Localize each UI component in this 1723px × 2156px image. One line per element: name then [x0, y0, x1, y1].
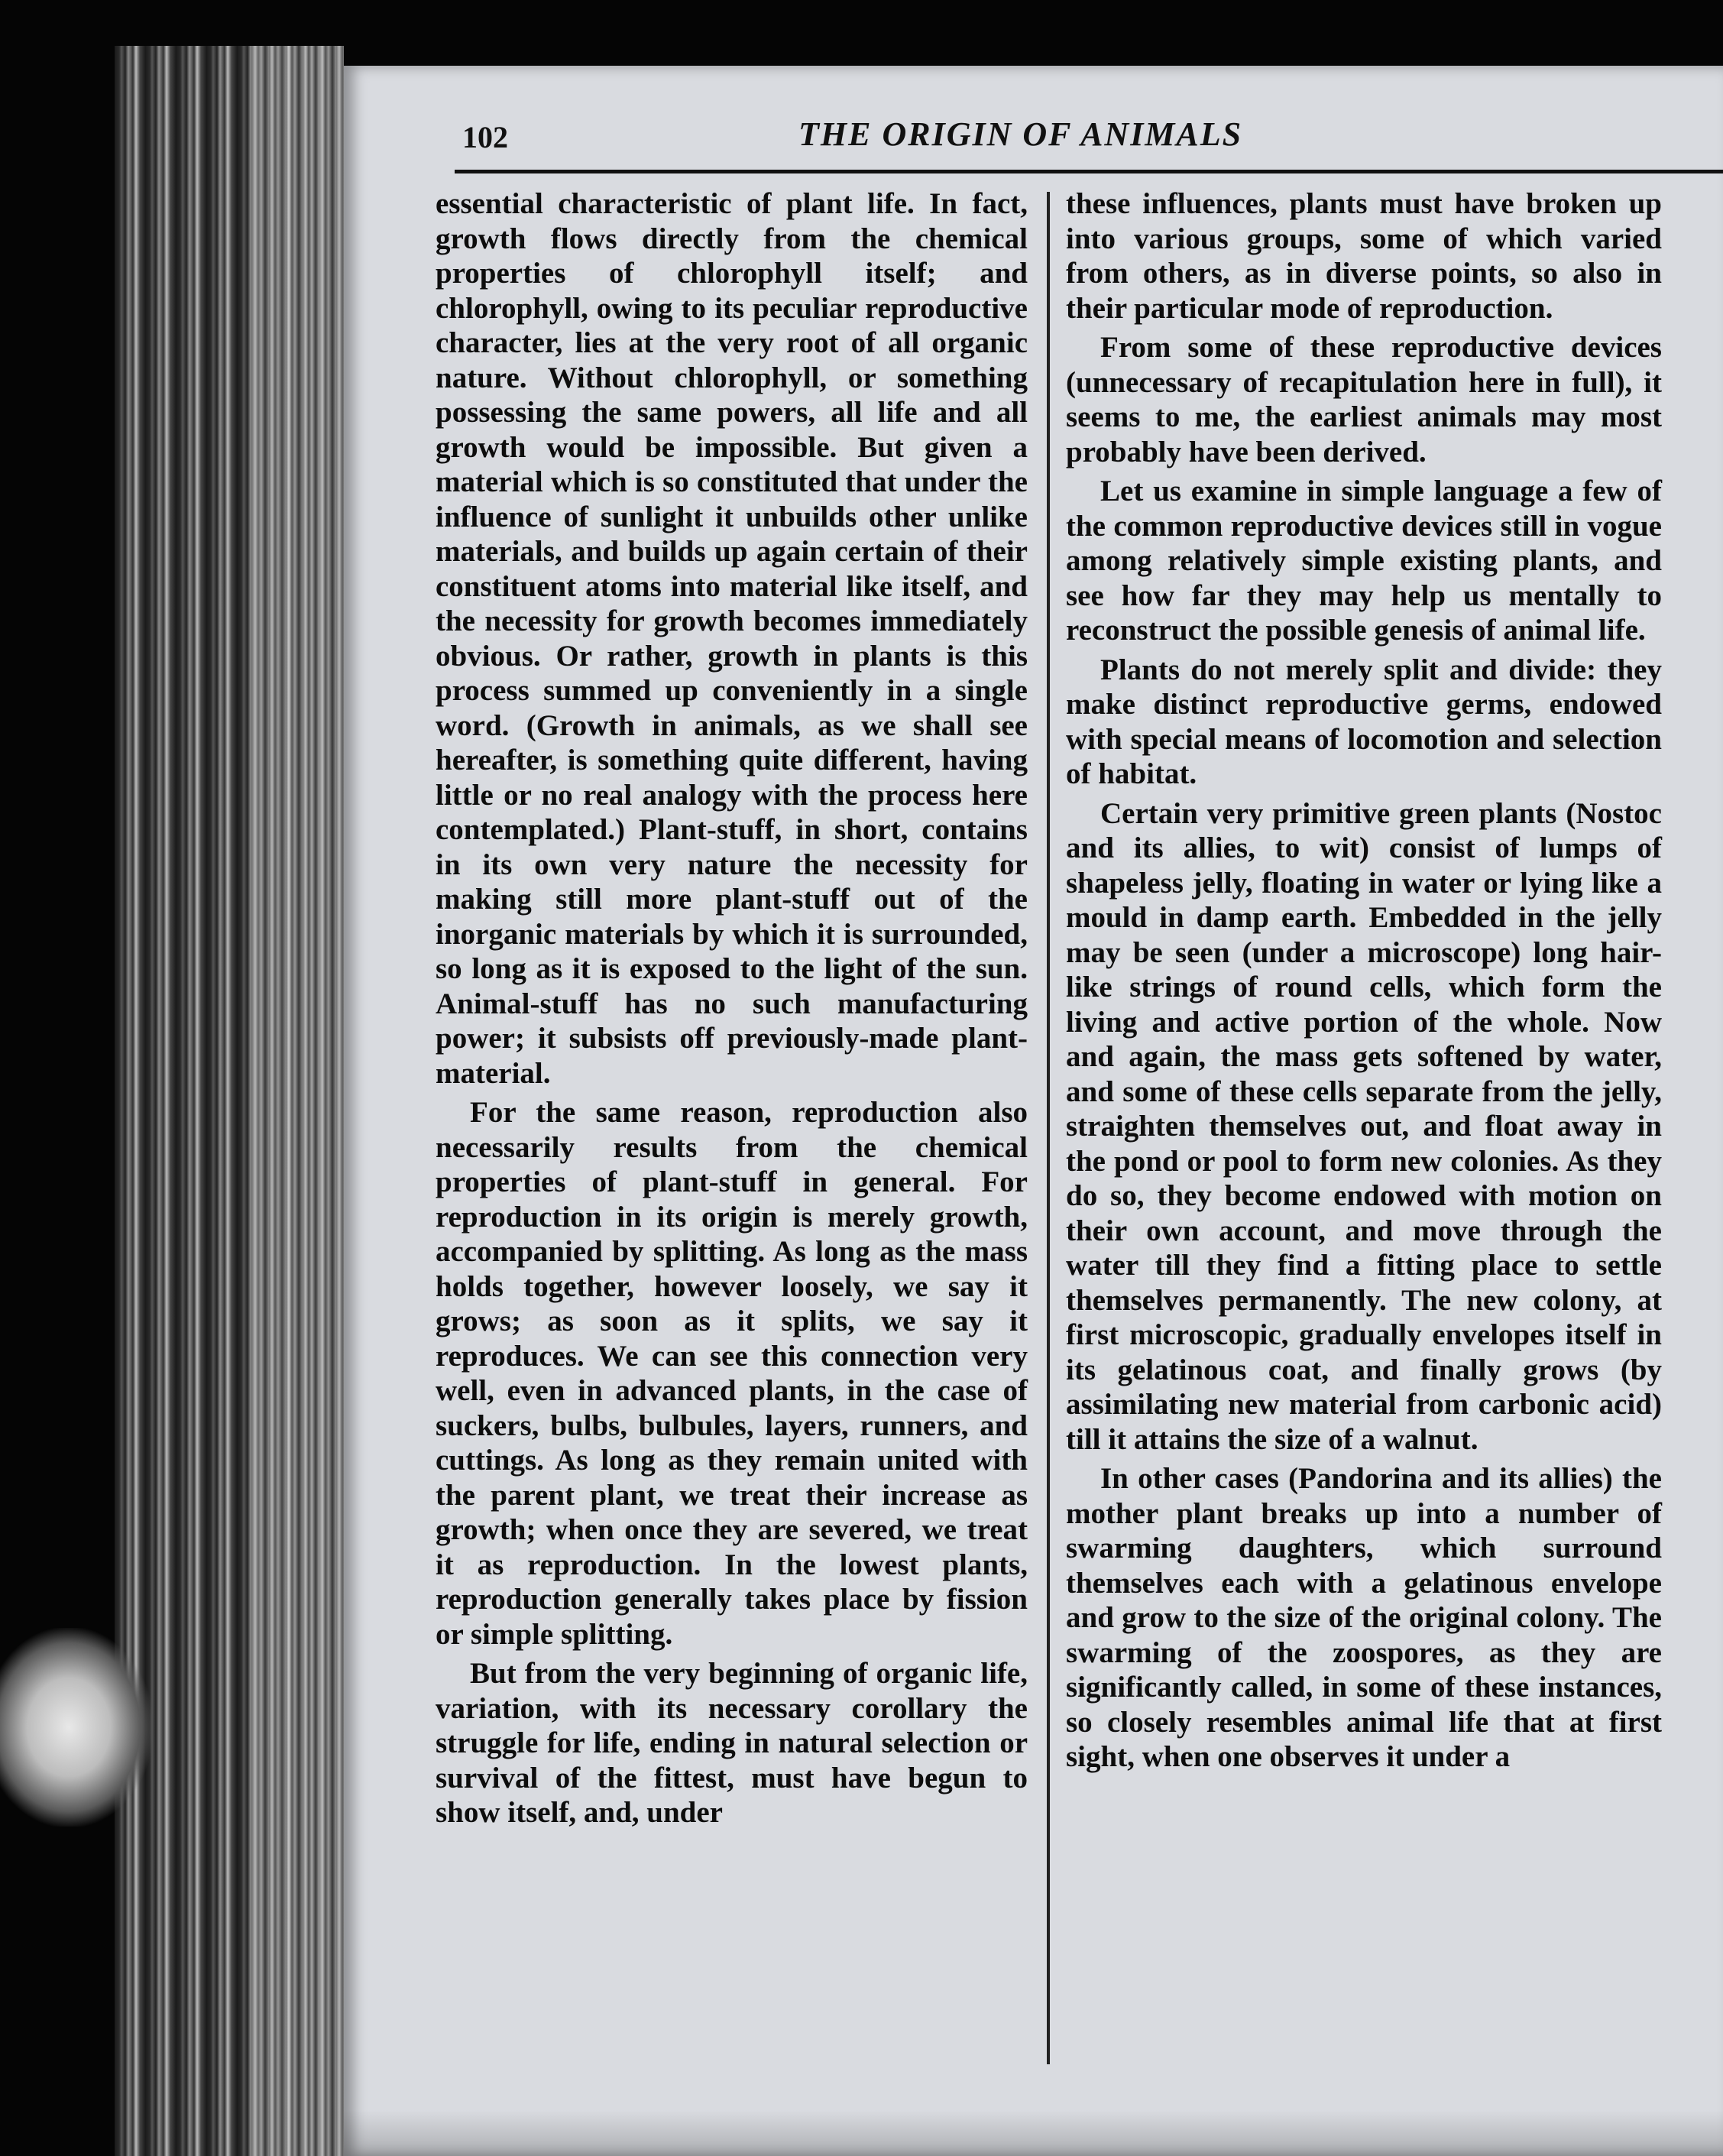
left-paragraph-2: For the same reason, reproduction also necessarily results from the chemical properties of plant-stuff in general. For reproduction in its origin is merely growth, accompanied by splitting. As long as the mass holds together, however loosely, we say it grows; as soon as it splits, we say it reproduces. We can see this connection very well, even in advanced plants, in the case of suckers, bulbs, bulbules, layers, runners, and cuttings. As long as they remain united with the parent plant, we treat their increase as growth; when once they are severed, we treat it as reproduction. In the lowest plants, reproduction generally takes place by fission or simple splitting. — [436, 1096, 1028, 1651]
right-paragraph-1: these influences, plants must have broken up into various groups, some of which varied from others, as in diverse points, so also in their particular mode of reproduction. — [1066, 187, 1662, 325]
right-paragraph-4: Plants do not merely split and divide: they make distinct reproductive germs, endowed with special means of locomotion and selection of habitat. — [1066, 653, 1662, 790]
page-bottom-shadow — [344, 2110, 1723, 2156]
running-head: THE ORIGIN OF ANIMALS — [798, 115, 1243, 153]
right-column — [1066, 186, 1662, 1775]
page — [344, 66, 1723, 2156]
left-paragraph-3: But from the very beginning of organic life, variation, with its necessary corollary the struggle for life, ending in natural selection or survival of the fittest, must have begun to show itself, and, under — [436, 1657, 1028, 1829]
page-edges — [252, 46, 344, 2156]
header-rule — [455, 170, 1723, 173]
right-paragraph-2: From some of these reproductive devices (unnecessary of recapitulation here in full), it seems to me, the earliest animals may most probably have been derived. — [1066, 331, 1662, 468]
left-column — [436, 186, 1028, 1830]
column-divider — [1047, 192, 1050, 2064]
left-paragraph-1: essential characteristic of plant life. In fact, growth flows directly from the chemical properties of chlorophyll itself; and chlorophyll, owing to its peculiar reproductive character, lies at the very root of all organic nature. Without chlorophyll, or something possessing the same powers, all life and all growth would be impossible. But given a material which is so constituted that under the influence of sunlight it unbuilds other unlike materials, and builds up again certain of their constituent atoms into material like itself, and the necessity for growth becomes immediately obvious. Or rather, growth in plants is this process summed up conveniently in a single word. (Growth in animals, as we shall see hereafter, is something quite different, having little or no real analogy with the process here contemplated.) Plant-stuff, in short, contains in its own very nature the necessity for making still more plant-stuff out of the inorganic materials by which it is surrounded, so long as it is exposed to the light of the sun. Animal-stuff has no such manufacturing power; it subsists off previously-made plant-material. — [436, 187, 1028, 1090]
right-paragraph-3: Let us examine in simple language a few of the common reproductive devices still in vogue among relatively simple existing plants, and see how far they may help us mentally to reconstruct the possible genesis of animal life. — [1066, 475, 1662, 647]
right-paragraph-6: In other cases (Pandorina and its allies) the mother plant breaks up into a number of swarming daughters, which surround themselves each with a gelatinous envelope and grow to the size of the original colony. The swarming of the zoospores, as they are significantly called, in some of these instances, so closely resembles animal life that at first sight, when one observes it under a — [1066, 1462, 1662, 1773]
right-paragraph-5: Certain very primitive green plants (Nostoc and its allies, to wit) consist of lumps of shapeless jelly, floating in water or lying like a mould in damp earth. Embedded in the jelly may be seen (under a microscope) long hair-like strings of round cells, which form the living and active portion of the whole. Now and again, the mass gets softened by water, and some of these cells separate from the jelly, straighten themselves out, and float away in the pond or pool to form new colonies. As they do so, they become endowed with motion on their own account, and move through the water till they find a fitting place to settle themselves permanently. The new colony, at first microscopic, gradually envelopes itself in its gelatinous coat, and finally grows (by assimilating new material from carbonic acid) till it attains the size of a walnut. — [1066, 796, 1662, 1456]
scan-debris — [0, 1628, 153, 1827]
page-number: 102 — [462, 120, 508, 154]
